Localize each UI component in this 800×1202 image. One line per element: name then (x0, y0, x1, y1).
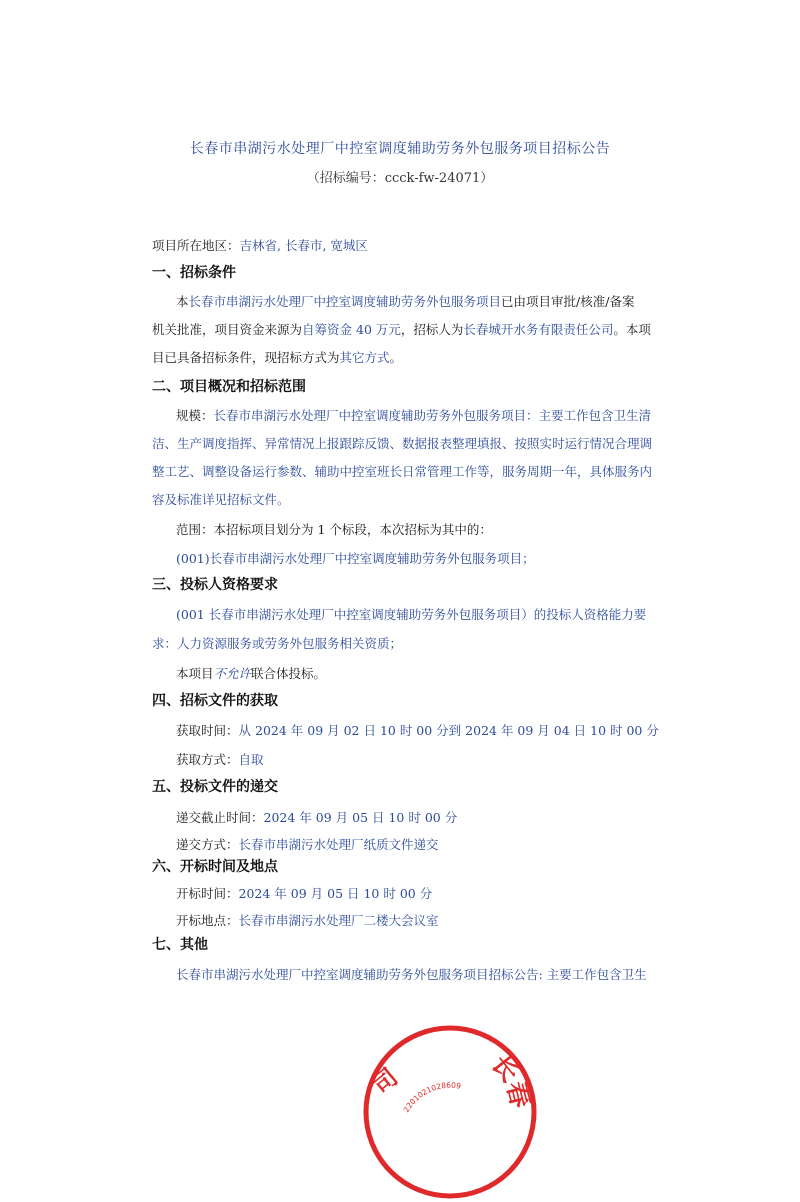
section-6-heading: 六、开标时间及地点 (152, 859, 278, 875)
s4-time: 从 2024 年 09 月 02 日 10 时 00 分到 2024 年 09 月 04 日 10 时 00 分 (238, 723, 659, 738)
section-3-heading: 三、投标人资格要求 (152, 577, 278, 593)
seal-characters: 长春 (485, 1049, 536, 1112)
s6-line-2 (176, 911, 439, 929)
s1-text: 。 (389, 350, 403, 365)
section-2-heading: 二、项目概况和招标范围 (152, 379, 306, 395)
s2-line-3: 整工艺、调整设备运行参数、辅助中控室班长日常管理工作等，服务周期一年，具体服务内 (152, 464, 653, 479)
s1-text: 本 (176, 294, 189, 309)
s3-text: 联合体投标。 (251, 666, 327, 681)
s5-line-2 (176, 835, 439, 853)
s1-text: 目已具备招标条件，现招标方式为 (152, 350, 340, 365)
s4-line-2 (176, 750, 264, 768)
s1-text: 已由项目审批/核准/备案 (501, 294, 635, 309)
s2-line-5: 范围：本招标项目划分为 1 个标段，本次招标为其中的： (176, 522, 492, 537)
region-label: 项目所在地区： (152, 238, 240, 253)
s6-label: 开标地点： (176, 913, 239, 928)
region-line (152, 236, 368, 254)
s3-line-3 (176, 664, 326, 682)
s6-line-1 (176, 884, 432, 902)
page-title: 长春市串湖污水处理厂中控室调度辅助劳务外包服务项目招标公告 (189, 141, 611, 157)
s5-label: 递交方式： (176, 837, 239, 852)
s2-line-4: 容及标准详见招标文件。 (152, 492, 290, 507)
s1-text: ，招标人为 (400, 322, 464, 337)
s3-text: 本项目 (176, 666, 214, 681)
s2-line-6: (001)长春市串湖污水处理厂中控室调度辅助劳务外包服务项目； (176, 551, 535, 566)
s1-tenderer: 长春城开水务有限责任公司 (463, 322, 614, 337)
seal-edge-char: 司 (366, 1062, 404, 1100)
s2-line-1 (176, 406, 651, 424)
s3-line-2: 求：人力资源服务或劳务外包服务相关资质； (152, 636, 403, 651)
s4-line-1 (176, 721, 659, 739)
bid-number: （招标编号：ccck-fw-24071） (306, 171, 494, 186)
s3-consortium: 不允许 (213, 666, 252, 681)
s1-line-3 (152, 348, 402, 366)
s2-text: 规模： (176, 408, 214, 423)
section-5-heading: 五、投标文件的递交 (152, 779, 278, 795)
s6-label: 开标时间： (176, 886, 239, 901)
section-7-heading: 七、其他 (152, 937, 208, 953)
s1-line-2 (152, 320, 651, 338)
s2-line-2: 洁、生产调度指挥、异常情况上报跟踪反馈、数据报表整理填报、按照实时运行情况合理调 (152, 436, 653, 451)
s1-funding: 自筹资金 40 万元 (302, 322, 401, 337)
s1-text: 。本项 (613, 322, 651, 337)
s5-method: 长春市串湖污水处理厂纸质文件递交 (238, 837, 439, 852)
s6-location: 长春市串湖污水处理厂二楼大会议室 (238, 913, 439, 928)
s4-method: 自取 (238, 752, 264, 767)
s6-time: 2024 年 09 月 05 日 10 时 00 分 (238, 886, 433, 901)
s1-line-1 (176, 292, 634, 310)
s1-text: 机关批准，项目资金来源为 (152, 322, 303, 337)
s7-line-1: 长春市串湖污水处理厂中控室调度辅助劳务外包服务项目招标公告: 主要工作包含卫生 (176, 967, 647, 982)
s4-label: 获取时间： (176, 723, 239, 738)
company-seal (360, 1022, 540, 1202)
seal-number: 2201021028609 (401, 1080, 462, 1114)
s2-scale-text: 长春市串湖污水处理厂中控室调度辅助劳务外包服务项目：主要工作包含卫生清 (213, 408, 652, 423)
s5-deadline: 2024 年 09 月 05 日 10 时 00 分 (263, 810, 458, 825)
s3-line-1: (001 长春市串湖污水处理厂中控室调度辅助劳务外包服务项目）的投标人资格能力要 (176, 607, 647, 622)
s1-method: 其它方式 (339, 350, 390, 365)
section-4-heading: 四、招标文件的获取 (152, 693, 278, 709)
s4-label: 获取方式： (176, 752, 239, 767)
s5-line-1 (176, 808, 457, 826)
region-value: 吉林省, 长春市, 宽城区 (239, 238, 368, 253)
s5-label: 递交截止时间： (176, 810, 264, 825)
s1-project-name: 长春市串湖污水处理厂中控室调度辅助劳务外包服务项目 (188, 294, 502, 309)
section-1-heading: 一、招标条件 (152, 265, 236, 281)
